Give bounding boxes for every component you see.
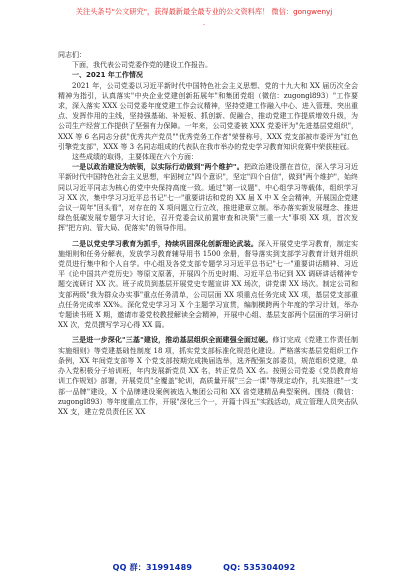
watermark-banner (0, 0, 408, 34)
intro-paragraph: 下面，我代表公司党委作党的建设工作报告。 (72, 61, 212, 70)
salutation: 同志们： (58, 51, 86, 59)
overview-paragraph: 2021 年，公司党委以习近平新时代中国特色社会主义思想、党的十九大和 XX 届历次全会精神为指引，认真落实"中央企业党建创新拓展年"和集团党组（微信：zugongl893）"工作要求，深入落实 XXX 公司党委年度党建工作会议精神，坚持党建工作融入中心、进入管理、突出重点、发挥作用的主线，坚持强基础、补短板、抓创新、促融合，推动党建工作提质增效升级，为公司生产经营工作提供了坚强有力保障。一年来，公司党委被 XXX 党委评为"先进基层党组织"，XXX 等 6 名同志分获"优秀共产党员""优秀党务工作者"荣誉称号，XXX 党支部被市委评为"红色引擎党支部"，XXX 等 3 名同志组成的代表队在我市举办的党史学习教育知识竞赛中荣获桂冠。 (58, 81, 358, 151)
watermark-line-2: . (202, 18, 206, 27)
point-2-paragraph (58, 239, 358, 331)
point-3-paragraph (58, 335, 358, 417)
watermark-line-1: 关注头条号"公文研究"，获得最新最全最专业的公文资料库！ 微信：gongwenyj (75, 7, 333, 16)
point-3-title: 三是进一步深化"三基"建设，推动基层组织全面建强全面过硬。 (72, 336, 273, 345)
qq-group-text: QQ 群：31991489 (112, 563, 193, 572)
point-1-body: 把政治建设摆在首位，深入学习习近平新时代中国特色社会主义思想，牢固树立"四个意识"，坚定"四个自信"，做到"两个维护"，始终同以习近平同志为核心的党中央保持高度一致。通过"第一议题"、中心组学习等载体，组织学习习 XX 次，集中学习习近平总书记"七一"重要讲话和党的 XX 届 X 中 X 全会精神，开展国企党建会议一周年"回头看"，对存在的 X 项问题立行立改，推进建章立制。举办落实新发展理念、推进绿色低碳发展专题学习大讨论，召开党委会议前置审查和决策"三重一大"事项 XX 项，首次发挥"把方向、管大局、促落实"的领导作用。 (58, 163, 358, 233)
point-1-paragraph (58, 162, 358, 233)
report-body (58, 50, 358, 417)
section-heading: 一、2021 年工作情况 (72, 71, 143, 80)
point-1-title: 一是以政治建设为统领，以实际行动做到"两个维护"。 (72, 163, 244, 172)
summary-paragraph: 这些成绩的取得，主要体现在六个方面： (72, 153, 198, 162)
point-3-body: 修订完成《党建工作责任制实施细则》等党建基础性制度 18 项，抓实党支部标准化规范化建设。严格落实基层党组织工作条例，XX 年间党支部等 X 个党支部按期完成换届选举，选齐配强支部委员，规范组织党建，单办入党积极分子培训班，年内发展新党员 XX 名，转正党员 XX 名。按照公司党委《党员教育培训工作规划》部署，开展党员"全覆盖"轮训，高质量开展"三会一课"等规定动作，扎实推进"一支部一品牌"建设，X 个品牌建设案例被选入集团公司和 XX 省党建精品典型案例。围绕（微信：zugongl893）等年度重点工作，开展"深化三个一，开篇十四五"实践活动，成立管理人员突击队 XX 支，建立党员责任区 XX (58, 336, 359, 416)
contact-footer (0, 562, 408, 576)
point-2-title: 二是以党史学习教育为抓手，持续巩固深化创新理论武装。 (72, 239, 258, 248)
point-2-body: 深入开展党史学习教育，制定实施细则和任务分解表，发放学习教育辅导用书 1500 余册，督导落实到支部学习教育计划并组织党员进行集中和个人自学。中心组及各党支部专题学习习近平总书记"七一"重要讲话精神、习近平《论中国共产党历史》等原文原著，开展四个历史时期、习近平总书记到 XX 调研讲话精神专题交流研讨 XX 次。班子成员到基层开展党史专题宣讲 XX 场次，讲党课 XX 场次。制定公司和支部两级"我为群众办实事"重点任务清单，公司层面 XX 项重点任务完成 XX 项，基层党支部重点任务完成率 XX%。深化党史学习习 X 个主题学习宣贯，编制横跨两个年度的学习计划，举办专题读书班 X 期，邀请市委党校教授解读全会精神，开展中心组、基层支部两个层面的学习研讨 XX 次，党员撰写学习心得 XX 篇。 (58, 239, 358, 330)
qq-number-text: QQ: 535304092 (223, 563, 296, 572)
